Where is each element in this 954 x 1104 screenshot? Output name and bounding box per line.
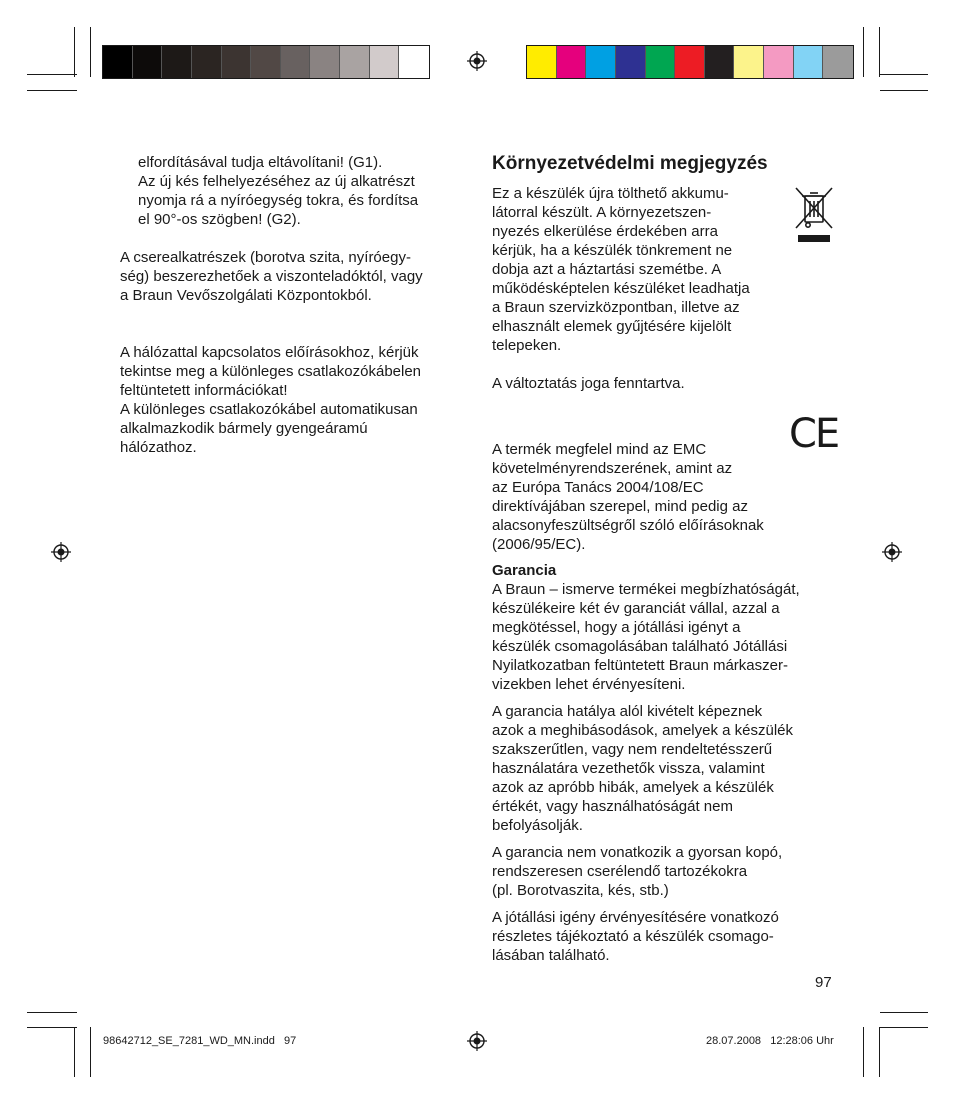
blade-replacement-text: elfordításával tudja eltávolítani! (G1). Az új kés felhelyezéséhez az új alkatrészt nyomja rá a nyíróegység tokra, és fordítsa el 90°-os szögben! (G2). [138, 154, 419, 228]
color-swatch [616, 46, 646, 78]
left-column [120, 153, 465, 457]
page-number: 97 [815, 974, 832, 991]
footer-timestamp: 28.07.2008 12:28:06 Uhr [706, 1035, 834, 1047]
color-swatch [734, 46, 764, 78]
color-swatch [586, 46, 616, 78]
mains-info-text: A hálózattal kapcsolatos előírásokhoz, kérjük tekintse meg a különleges csatlakozókábelen feltüntetett információkat! A különleges csatlakozókábel automatikusan alkalmazkodik bármely gyengeáramú hálózathoz. [120, 344, 422, 456]
rights-reserved-block [492, 374, 822, 393]
color-swatch [310, 46, 340, 78]
crossed-out-wheelie-bin-icon [794, 186, 834, 246]
emc-compliance-text: A termék megfelel mind az EMC követelményrendszerének, amint az az Európa Tanács 2004/108/EC direktívájában szerepel, mind pedig az alacsonyfeszültségről szóló előírásoknak (2006/95/EC). [492, 441, 764, 553]
environmental-heading: Környezetvédelmi megjegyzés [492, 153, 768, 174]
color-swatch [764, 46, 794, 78]
warranty-text-2: A garancia hatálya alól kivételt képeznek azok a meghibásodások, amelyek a készülék szakszerűtlen, vagy nem rendeltetésszerű használatára vezethetők vissza, valamint azok az apróbb hibák, amelyek a készülék értékét, vagy használhatóságát nem befolyásolják. [492, 703, 793, 834]
color-swatch [281, 46, 311, 78]
color-swatch [162, 46, 192, 78]
registration-mark-icon [882, 542, 902, 562]
color-swatch [646, 46, 676, 78]
color-swatch [675, 46, 705, 78]
warranty-title: Garancia [492, 562, 557, 579]
color-swatch [192, 46, 222, 78]
environmental-text: Ez a készülék újra tölthető akkumu- látorral készült. A környezetszen- nyezés elkerülése érdekében arra kérjük, ha a készülék tönkrement ne dobja azt a háztartási szemétbe. A működésképtelen készüléket leadhatja a Braun szervizközpontban, illetve az elhasznált elemek gyűjtésére kijelölt telepeken. [492, 185, 750, 354]
color-swatch [527, 46, 557, 78]
color-swatch [103, 46, 133, 78]
cmyk-color-bar [526, 45, 854, 79]
warranty-text-1: A Braun – ismerve termékei megbízhatóságát, készülékeire két év garanciát vállal, azzal a megkötéssel, hogy a jótállási igényt a készülék csomagolásában található Jótállási Nyilatkozatban feltüntetett Braun márkaszer- vizekben lehet érvényesíteni. [492, 581, 800, 693]
rights-reserved-text: A változtatás joga fenntartva. [492, 375, 685, 392]
environmental-text-block [492, 184, 812, 355]
warranty-text-3: A garancia nem vonatkozik a gyorsan kopó, rendszeresen cserélendő tartozékokra (pl. Borotvaszita, kés, stb.) [492, 844, 783, 899]
emc-block [492, 440, 822, 554]
color-swatch [823, 46, 853, 78]
color-swatch [370, 46, 400, 78]
registration-mark-icon [467, 51, 487, 71]
grayscale-color-bar [102, 45, 430, 79]
warranty-text-4: A jótállási igény érvényesítésére vonatkozó részletes tájékoztató a készülék csomago- lásában található. [492, 909, 779, 964]
color-swatch [133, 46, 163, 78]
color-swatch [251, 46, 281, 78]
color-swatch [399, 46, 429, 78]
registration-mark-icon [467, 1031, 487, 1051]
registration-mark-icon [51, 542, 71, 562]
warranty-block [492, 561, 837, 965]
color-swatch [222, 46, 252, 78]
color-swatch [340, 46, 370, 78]
color-swatch [705, 46, 735, 78]
footer-filename: 98642712_SE_7281_WD_MN.indd 97 [103, 1035, 297, 1047]
spare-parts-text: A cserealkatrészek (borotva szita, nyíróegy- ség) beszerezhetőek a viszonteladóktól, vagy a Braun Vevőszolgálati Központokból. [120, 249, 423, 304]
ce-mark-icon: CE [789, 411, 839, 457]
color-swatch [557, 46, 587, 78]
color-swatch [794, 46, 824, 78]
